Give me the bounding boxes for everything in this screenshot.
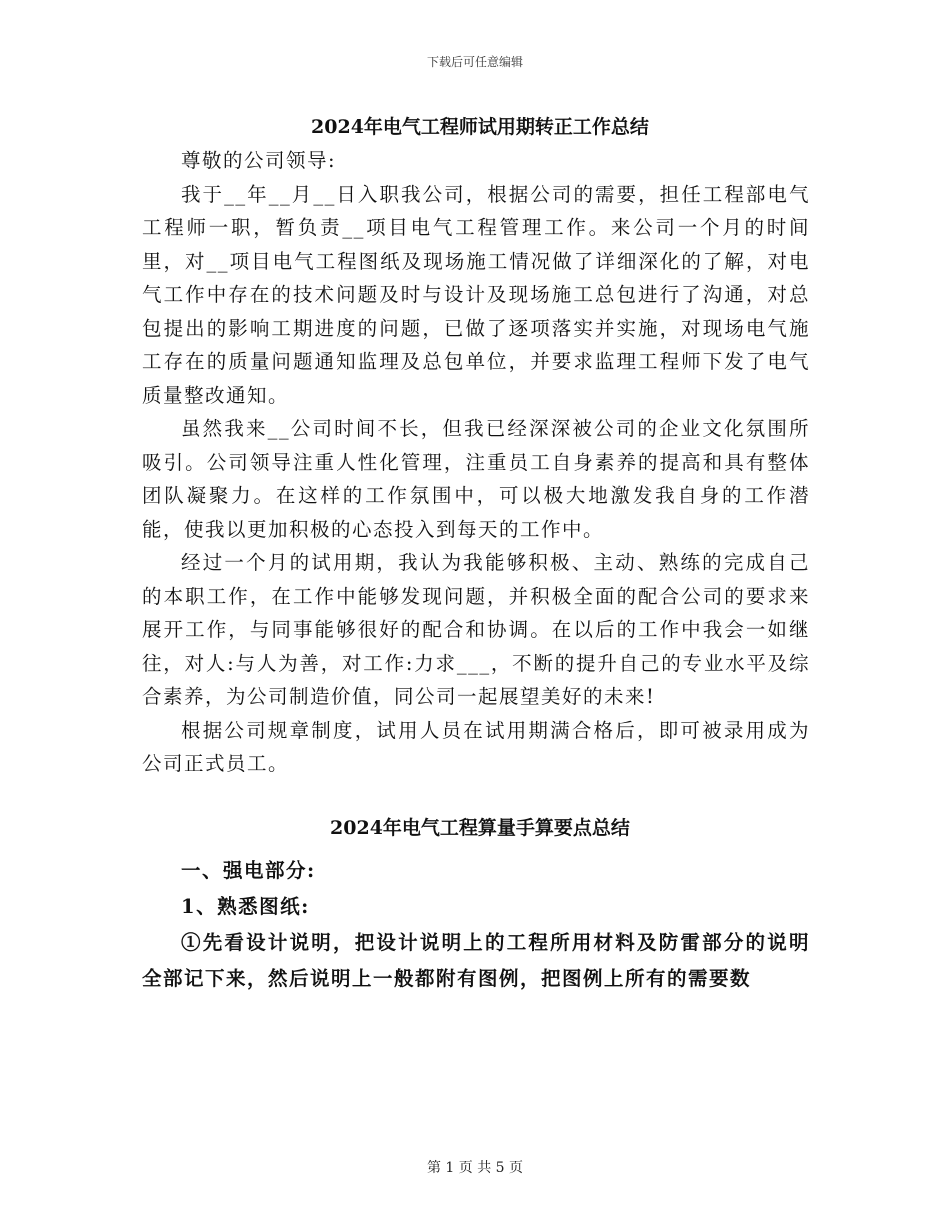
document-body xyxy=(142,112,810,997)
salutation: 尊敬的公司领导: xyxy=(181,149,337,172)
sub-heading: 1、熟悉图纸: xyxy=(181,894,310,918)
paragraph-conclusion: 根据公司规章制度，试用人员在试用期满合格后，即可被录用成为公司正式员工。 xyxy=(142,718,810,775)
page-number: 第 1 页 共 5 页 xyxy=(426,1160,524,1176)
document-title: 2024年电气工程师试用期转正工作总结 xyxy=(311,116,649,138)
bold-paragraph: ①先看设计说明，把设计说明上的工程所用材料及防雷部分的说明全部记下来，然后说明上一般都附有图例，把图例上所有的需要数 xyxy=(142,930,810,990)
section-heading: 一、强电部分: xyxy=(181,858,316,882)
paragraph-intro: 我于__年__月__日入职我公司，根据公司的需要，担任工程部电气工程师一职，暂负责__项目电气工程管理工作。来公司一个月的时间里，对__项目电气工程图纸及现场施工情况做了详细深化的了解，对电气工作中存在的技术问题及时与设计及现场施工总包进行了沟通，对总包提出的影响工期进度的问题，已做了逐项落实并实施，对现场电气施工存在的质量问题通知监理及总包单位，并要求监理工程师下发了电气质量整改通知。 xyxy=(142,182,810,407)
paragraph-review: 经过一个月的试用期，我认为我能够积极、主动、熟练的完成自己的本职工作，在工作中能够发现问题，并积极全面的配合公司的要求来展开工作，与同事能够很好的配合和协调。在以后的工作中我会一如继往，对人:与人为善，对工作:力求___，不断的提升自己的专业水平及综合素养，为公司制造价值，同公司一起展望美好的未来! xyxy=(142,551,810,708)
second-document-title: 2024年电气工程算量手算要点总结 xyxy=(330,816,630,839)
paragraph-culture: 虽然我来__公司时间不长，但我已经深深被公司的企业文化氛围所吸引。公司领导注重人性化管理，注重员工自身素养的提高和具有整体团队凝聚力。在这样的工作氛围中，可以极大地激发我自身的工作潜能，使我以更加积极的心态投入到每天的工作中。 xyxy=(142,417,810,541)
page-header-note: 下载后可任意编辑 xyxy=(426,55,523,69)
